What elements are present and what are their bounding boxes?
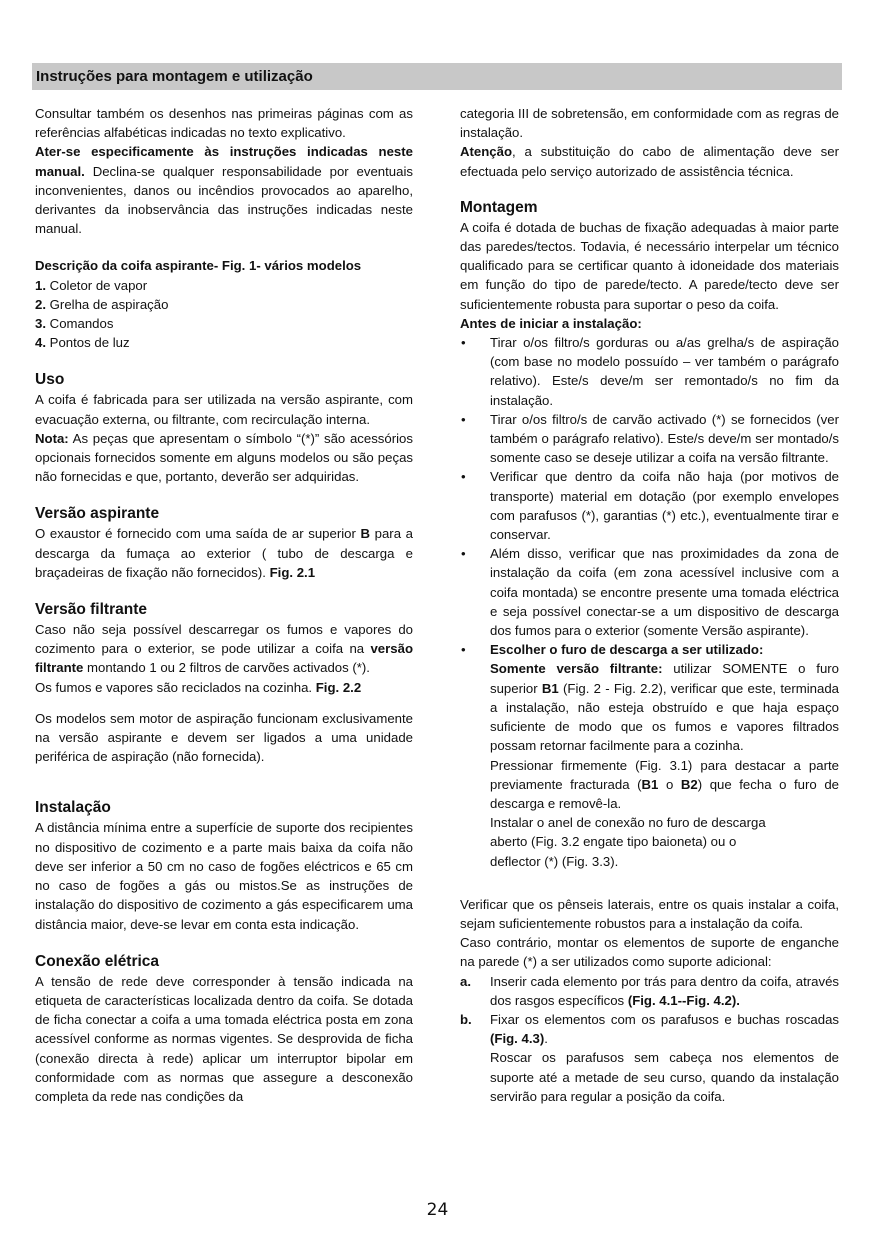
instalar-paragraph: Instalar o anel de conexão no furo de descarga aberto (Fig. 3.2 engate tipo baioneta) ou o deflector (*) (Fig. 3.3). (490, 815, 766, 869)
descricao-title: Descrição da coifa aspirante- Fig. 1- vários modelos (35, 258, 362, 274)
list-item: 4. Pontos de luz (35, 335, 130, 351)
conexao-paragraph: A tensão de rede deve corresponder à tensão indicada na etiqueta de características localizada dentro da coifa. Se dotada de ficha conectar a coifa a uma tomada eléctrica posta em zona acessível conforme as normas vigentes. Se desprovida de ficha (conexão directa à rede) aplicar um interruptor bipolar em conformidade com as normas que assegure a desconexão completa da rede nas condições da (35, 973, 413, 1104)
list-item: • Verificar que dentro da coifa não haja (por motivos de transporte) material em dotação (por exemplo envelopes com parafusos (*), garantias (*) etc.), eventualmente tirar e conservar. (460, 467, 839, 544)
montagem-heading: Montagem (460, 198, 538, 216)
instalacao-paragraph: A distância mínima entre a superfície de suporte dos recipientes no dispositivo de cozimento e a parte mais baixa da coifa não deve ser inferior a 50 cm no caso de fogões eléctricos e 65 cm no caso de fogões a gás ou mistos.Se as instruções de instalação do dispositivo de cozimento a gás especificarem uma distância maior, deve-se levar em conta esta indicação. (35, 820, 413, 932)
versao-filtrante-paragraph: Caso não seja possível descarregar os fumos e vapores do cozimento para o exterior, se pode utilizar a coifa na versão filtrante montando 1 ou 2 filtros de carvões activados (*). Os fumos e vapores são reciclados na cozinha. Fig. 2.2 (35, 622, 413, 695)
list-item: 1. Coletor de vapor (35, 277, 148, 293)
intro-warning: Ater-se especificamente às instruções indicadas neste manual. (35, 144, 413, 179)
right-column (460, 104, 839, 1106)
montagem-paragraph: A coifa é dotada de buchas de fixação adequadas à maior parte das paredes/tectos. Todavia, é necessário interpelar um técnico qualificado para se certificar quanto à idoneidade dos materiais em função do tipo de parede/tecto. A parede/tecto deve ser suficientemente robusta para suportar o peso da coifa. (460, 219, 839, 312)
section-title: Instruções para montagem e utilização (36, 68, 313, 85)
list-item: • Escolher o furo de descarga a ser utilizado: Somente versão filtrante: utilizar SOMENTE o furo superior B1 (Fig. 2 - Fig. 2.2), verificar que este, terminada a instalação, não esteja obstruído e que haja espaço suficiente de modo que os fumos e vapores filtrados possam retornar facilmente para a cozinha. (460, 640, 839, 755)
atencao-paragraph: Atenção, a substituição do cabo de alimentação deve ser efectuada pelo serviço autorizado de assistência técnica. (460, 144, 839, 179)
list-item: • Tirar o/os filtro/s gorduras ou a/as grelha/s de aspiração (com base no modelo possuído – ver também o parágrafo relativo). Este/s deve/m ser remontado/s no fim da instalação. (460, 333, 839, 410)
antes-title: Antes de iniciar a instalação: (460, 315, 642, 331)
verificar-paragraph: Verificar que os pênseis laterais, entre os quais instalar a coifa, sejam suficientemente robustos para a instalação da coifa. (460, 896, 839, 931)
uso-paragraph: A coifa é fabricada para ser utilizada na versão aspirante, com evacuação externa, ou filtrante, com recirculação interna. Nota: As peças que apresentam o símbolo “(*)” são acessórios opcionais fornecidos somente em alguns modelos ou são peças não fornecidas e que, portanto, deverão ser adquiridas. (35, 392, 413, 485)
list-item: 2. Grelha de aspiração (35, 296, 169, 312)
conexao-heading: Conexão elétrica (35, 952, 160, 970)
intro-paragraph: Consultar também os desenhos nas primeiras páginas com as referências alfabéticas indicadas no texto explicativo. Ater-se especificamente às instruções indicadas neste manual. Declina-se qualquer responsabilidade por eventuais inconvenientes, danos ou incêndios provocados ao aparelho, derivantes da inobservância das instruções indicadas neste manual. (35, 106, 413, 237)
caso-paragraph: Caso contrário, montar os elementos de suporte de enganche na parede (*) a ser utilizados como suporte adicional: (460, 935, 839, 970)
roscar-paragraph: Roscar os parafusos sem cabeça nos elementos de suporte até a metade de seu curso, quando da instalação servirão para regular a posição da coifa. (490, 1050, 839, 1104)
instalacao-bullets (460, 333, 839, 755)
section-title-bar (32, 63, 842, 90)
conexao-continued-paragraph: categoria III de sobretensão, em conformidade com as regras de instalação. (460, 106, 839, 141)
modelos-paragraph: Os modelos sem motor de aspiração funcionam exclusivamente na versão aspirante e devem ser ligados a uma unidade periférica de aspiração (não fornecida). (35, 710, 413, 765)
list-item: • Tirar o/os filtro/s de carvão activado (*) se fornecidos (ver também o parágrafo relativo). Este/s deve/m ser montado/s somente caso se deseje utilizar a coifa na versão filtrante. (460, 410, 839, 468)
pressionar-paragraph: Pressionar firmemente (Fig. 3.1) para destacar a parte previamente fracturada (B1 o B2) que fecha o furo de descarga e removê-la. (490, 757, 839, 811)
list-item-a: a. Inserir cada elemento por trás para dentro da coifa, através dos rasgos específicos (Fig. 4.1--Fig. 4.2). (460, 973, 839, 1008)
parts-list (35, 276, 413, 353)
page-number: 24 (426, 1200, 449, 1220)
uso-heading: Uso (35, 371, 65, 389)
list-item: • Além disso, verificar que nas proximidades da zona de instalação da coifa (em zona acessível inclusive com a coifa montada) se encontre presente uma tomada eléctrica e seja possível conectar-se a um dispositivo de descarga dos fumos para o exterior (somente Versão aspirante). (460, 544, 839, 640)
instalacao-heading: Instalação (35, 799, 111, 817)
versao-aspirante-heading: Versão aspirante (35, 505, 160, 523)
versao-filtrante-heading: Versão filtrante (35, 601, 147, 619)
list-item-b: b. Fixar os elementos com os parafusos e buchas roscadas (Fig. 4.3). (460, 1011, 839, 1047)
list-item: 3. Comandos (35, 316, 114, 332)
left-column (35, 104, 413, 1106)
versao-aspirante-paragraph: O exaustor é fornecido com uma saída de ar superior B para a descarga da fumaça ao exterior ( tubo de descarga e braçadeiras de fixação não fornecidos). Fig. 2.1 (35, 526, 413, 580)
